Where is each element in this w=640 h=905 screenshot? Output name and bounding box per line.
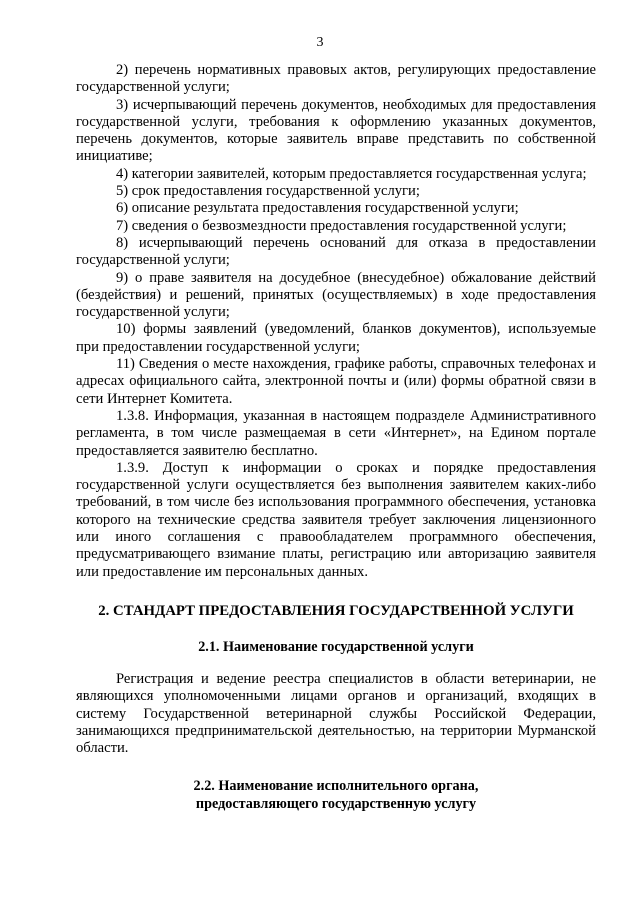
- list-item-4: 4) категории заявителей, которым предоставляется государственная услуга;: [116, 165, 587, 182]
- list-item-11: 11) Сведения о месте нахождения, графике работы, справочных телефонах и адресах официального сайта, электронной почты и (или) формы обратной связи в сети Интернет Комитета.: [76, 356, 596, 407]
- subsection-heading-2-1: 2.1. Наименование государственной услуги: [198, 638, 474, 655]
- list-item-2: 2) перечень нормативных правовых актов, регулирующих предоставление государственной услуги;: [76, 62, 596, 96]
- list-item-9: 9) о праве заявителя на досудебное (внесудебное) обжалование действий (бездействия) и решений, принятых (осуществляемых) в ходе предоставления государственной услуги;: [76, 269, 596, 321]
- list-item-10: 10) формы заявлений (уведомлений, бланков документов), используемые при предоставлении государственной услуги;: [76, 321, 596, 355]
- spacer: [76, 656, 596, 671]
- subsection-heading-2-2-line2: предоставляющего государственную услугу: [195, 796, 477, 813]
- subsection-heading-2-2: [76, 777, 596, 813]
- paragraph-1-3-8: 1.3.8. Информация, указанная в настоящем подразделе Административного регламента, в том числе размещаемая в сети «Интернет», на Едином портале предоставляется заявителю бесплатно.: [76, 407, 596, 459]
- subsection-heading-2-2-line1: 2.2. Наименование исполнительного органа,: [193, 778, 479, 795]
- page-number: 3: [316, 35, 324, 50]
- list-item-3: 3) исчерпывающий перечень документов, необходимых для предоставления государственной услуги, требования к оформлению указанных документов, перечень документов, которые заявитель вправе представить по собственной инициативе;: [76, 96, 596, 165]
- list-item-6: 6) описание результата предоставления государственной услуги;: [116, 200, 519, 217]
- paragraph-1-3-9: 1.3.9. Доступ к информации о сроках и порядке предоставления государственной услуги осуществляется без выполнения заявителем каких-либо требований, в том числе без использования программного обеспечения, установка которого на технические средства заявителя требует заключения лицензионного или иного соглашения с правообладателем программного обеспечения, предусматривающего взимание платы, регистрацию или авторизацию заявителя или предоставление им персональных данных.: [76, 459, 596, 580]
- section-heading-2: 2. СТАНДАРТ ПРЕДОСТАВЛЕНИЯ ГОСУДАРСТВЕННОЙ УСЛУГИ: [98, 602, 574, 619]
- subsection-2-1-text: Регистрация и ведение реестра специалистов в области ветеринарии, не являющихся уполномоченными лицами органов и организаций, входящих в систему Государственной ветеринарной службы Российской Федерации, занимающихся предпринимательской деятельностью, на территории Мурманской области.: [76, 670, 596, 757]
- list-item-5: 5) срок предоставления государственной услуги;: [116, 183, 420, 200]
- spacer: [76, 757, 596, 777]
- list-item-8: 8) исчерпывающий перечень оснований для отказа в предоставлении государственной услуги;: [76, 234, 596, 269]
- document-body: [76, 62, 596, 813]
- list-item-7: 7) сведения о безвозмездности предоставления государственной услуги;: [116, 217, 567, 234]
